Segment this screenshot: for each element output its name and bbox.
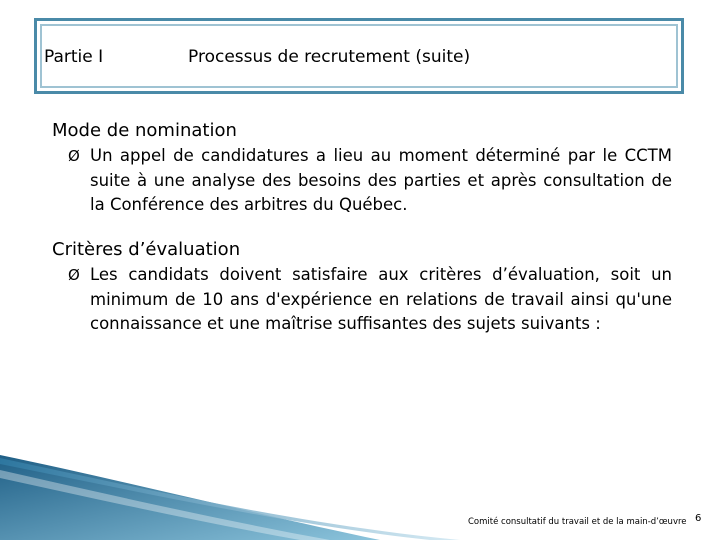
page-number: 6 bbox=[695, 513, 702, 524]
bullet-text: Les candidats doivent satisfaire aux critères d’évaluation, soit un minimum de 10 ans d'expérience en relations de travail ainsi qu'une connaissance et une maîtrise suffisantes des sujets suivants : bbox=[90, 265, 672, 333]
bullet-item bbox=[68, 263, 672, 337]
section-mode-de-nomination bbox=[52, 120, 682, 218]
section-heading: Critères d’évaluation bbox=[52, 239, 241, 260]
arrow-bullet-icon: Ø bbox=[68, 147, 80, 165]
arrow-bullet-icon: Ø bbox=[68, 266, 80, 284]
section-heading: Mode de nomination bbox=[52, 120, 237, 141]
footer-organization: Comité consultatif du travail et de la main-d’œuvre bbox=[468, 517, 687, 527]
bullet-item bbox=[68, 144, 672, 218]
slide-title: Processus de recrutement (suite) bbox=[188, 47, 471, 67]
part-label: Partie I bbox=[44, 47, 104, 67]
section-criteres-evaluation bbox=[52, 239, 682, 337]
bullet-text: Un appel de candidatures a lieu au moment déterminé par le CCTM suite à une analyse des besoins des parties et après consultation de la Conférence des arbitres du Québec. bbox=[90, 146, 672, 214]
